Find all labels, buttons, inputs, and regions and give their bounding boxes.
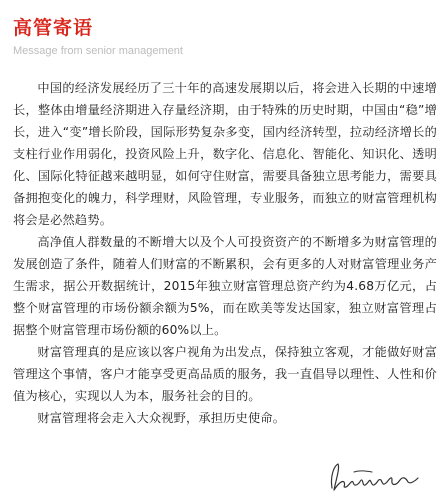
paragraph-2: 高净值人群数量的不断增大以及个人可投资资产的不断增多为财富管理的发展创造了条件，随着人们财富的不断累积，会有更多的人对财富管理业务产生需求，据公开数据统计，2015年独立财富管理总资产约为4.68万亿元，占整个财富管理的市场份额余额为5%，而在欧美等发达国家，独立财富管理占据整个财富管理市场份额的60%以上。 [13, 235, 437, 337]
paragraph-3: 财富管理真的是应该以客户视角为出发点，保持独立客观，才能做好财富管理这个事情，客户才能享受更高品质的服务，我一直倡导以理性、人性和价值为核心，实现以人为本，服务社会的目的。 [13, 345, 437, 403]
page-subtitle: Message from senior management [13, 45, 183, 57]
message-body [13, 77, 437, 429]
signature-icon [326, 458, 426, 498]
paragraph-1: 中国的经济发展经历了三十年的高速发展期以后，将会进入长期的中速增长，整体由增量经济期进入存量经济期，由于特殊的历史时期，中国由“稳”增长，进入“变”增长阶段，国际形势复杂多变，国内经济转型，拉动经济增长的支柱行业作用弱化，投资风险上升，数字化、信息化、智能化、知识化、透明化、国际化特征越来越明显，如何守住财富，需要具备独立思考能力，需要具备拥抱变化的魄力，科学理财，风险管理，专业服务，而独立的财富管理机构将会是必然趋势。 [13, 81, 437, 227]
page-title: 高管寄语 [13, 17, 94, 39]
header-section [13, 16, 183, 58]
paragraph-4: 财富管理将会走入大众视野，承担历史使命。 [37, 411, 286, 425]
